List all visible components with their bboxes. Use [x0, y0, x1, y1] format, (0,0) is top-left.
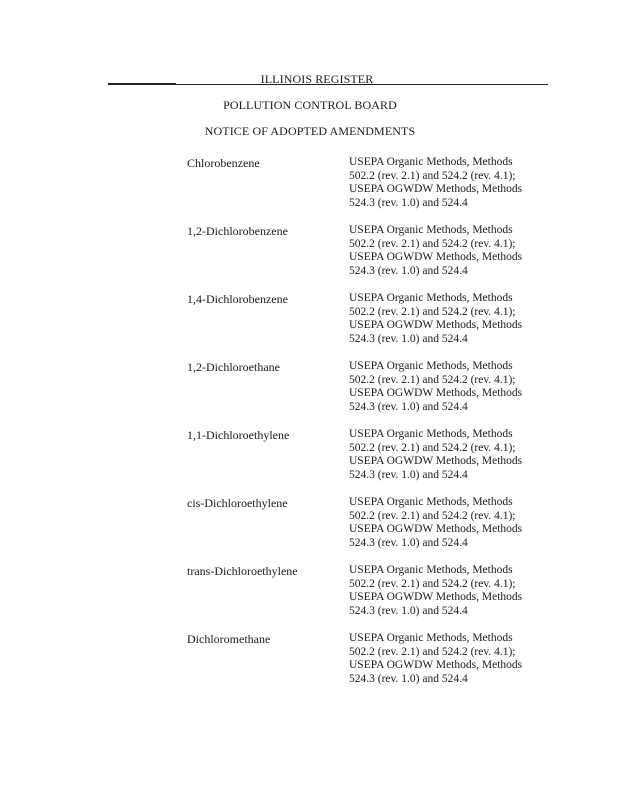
chemical-name: Dichloromethane: [187, 632, 271, 646]
method-line: 524.3 (rev. 1.0) and 524.4: [349, 332, 468, 345]
table-row: [0, 156, 618, 224]
method-list: [349, 292, 522, 346]
method-line: USEPA Organic Methods, Methods: [349, 496, 513, 508]
chemical-name: 1,2-Dichloroethane: [187, 360, 280, 374]
method-line: 502.2 (rev. 2.1) and 524.2 (rev. 4.1);: [349, 373, 516, 386]
chemical-name: 1,4-Dichlorobenzene: [187, 292, 288, 306]
header-rule-accent: [108, 83, 176, 85]
method-list: [349, 632, 522, 686]
method-list: [349, 428, 522, 482]
method-line: 524.3 (rev. 1.0) and 524.4: [349, 468, 468, 481]
method-line: 502.2 (rev. 2.1) and 524.2 (rev. 4.1);: [349, 237, 516, 250]
table-row: [0, 632, 618, 700]
method-list: [349, 156, 522, 210]
agency-title: POLLUTION CONTROL BOARD: [223, 98, 397, 112]
method-list: [349, 224, 522, 278]
table-row: [0, 292, 618, 360]
table-row: [0, 224, 618, 292]
table-row: [0, 360, 618, 428]
chemical-name: trans-Dichloroethylene: [187, 564, 298, 578]
analyte-method-table: [0, 156, 618, 700]
method-line: USEPA Organic Methods, Methods: [349, 224, 513, 236]
method-line: USEPA Organic Methods, Methods: [349, 564, 513, 576]
chemical-name: Chlorobenzene: [187, 156, 260, 170]
method-line: USEPA OGWDW Methods, Methods: [349, 387, 523, 399]
method-line: USEPA OGWDW Methods, Methods: [349, 455, 523, 467]
method-line: 502.2 (rev. 2.1) and 524.2 (rev. 4.1);: [349, 645, 516, 658]
method-line: USEPA OGWDW Methods, Methods: [349, 183, 523, 195]
method-line: 524.3 (rev. 1.0) and 524.4: [349, 264, 468, 277]
method-line: USEPA Organic Methods, Methods: [349, 632, 513, 644]
method-line: 524.3 (rev. 1.0) and 524.4: [349, 672, 468, 685]
register-title: ILLINOIS REGISTER: [260, 72, 374, 86]
method-line: USEPA OGWDW Methods, Methods: [349, 591, 523, 603]
method-line: USEPA OGWDW Methods, Methods: [349, 523, 523, 535]
chemical-name: cis-Dichloroethylene: [187, 496, 288, 510]
method-line: 502.2 (rev. 2.1) and 524.2 (rev. 4.1);: [349, 169, 516, 182]
method-line: 502.2 (rev. 2.1) and 524.2 (rev. 4.1);: [349, 305, 516, 318]
method-line: USEPA Organic Methods, Methods: [349, 360, 513, 372]
table-row: [0, 428, 618, 496]
method-line: USEPA OGWDW Methods, Methods: [349, 251, 523, 263]
method-line: USEPA Organic Methods, Methods: [349, 292, 513, 304]
method-line: USEPA OGWDW Methods, Methods: [349, 659, 523, 671]
method-line: 502.2 (rev. 2.1) and 524.2 (rev. 4.1);: [349, 441, 516, 454]
method-list: [349, 564, 522, 618]
method-line: 502.2 (rev. 2.1) and 524.2 (rev. 4.1);: [349, 577, 516, 590]
notice-title: NOTICE OF ADOPTED AMENDMENTS: [204, 124, 416, 138]
chemical-name: 1,1-Dichloroethylene: [187, 428, 290, 442]
method-line: 524.3 (rev. 1.0) and 524.4: [349, 536, 468, 549]
method-line: USEPA OGWDW Methods, Methods: [349, 319, 523, 331]
table-row: [0, 496, 618, 564]
method-line: USEPA Organic Methods, Methods: [349, 428, 513, 440]
method-list: [349, 360, 522, 414]
method-list: [349, 496, 522, 550]
table-row: [0, 564, 618, 632]
method-line: 524.3 (rev. 1.0) and 524.4: [349, 604, 468, 617]
method-line: 502.2 (rev. 2.1) and 524.2 (rev. 4.1);: [349, 509, 516, 522]
method-line: 524.3 (rev. 1.0) and 524.4: [349, 400, 468, 413]
method-line: 524.3 (rev. 1.0) and 524.4: [349, 196, 468, 209]
chemical-name: 1,2-Dichlorobenzene: [187, 224, 288, 238]
method-line: USEPA Organic Methods, Methods: [349, 156, 513, 168]
